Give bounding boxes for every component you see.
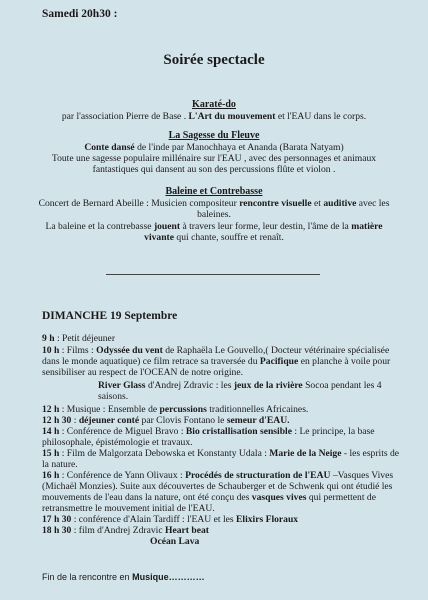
text-10h-l2-a: dans le monde aquatique) ce film retrace sa traversée du	[42, 356, 258, 367]
river-c: jeux de la rivière	[233, 380, 303, 391]
footer-bold: Musique…………	[132, 572, 205, 582]
baleine-title: Baleine et Contrebasse	[165, 186, 263, 197]
schedule-16h	[42, 470, 412, 481]
text-16h-c: –Vasques Vives	[332, 470, 394, 481]
baleine-line-4	[10, 232, 418, 243]
karate-text-1: par l'association Pierre de Base .	[61, 111, 187, 122]
text-12h30-c: par Clovis Fontano le	[141, 415, 225, 426]
time-14h: 14 h	[42, 426, 60, 437]
time-18h30: 18 h 30	[42, 525, 72, 536]
text-15h-b: Marie de la Neige	[269, 448, 342, 459]
karate-text-2: et l'EAU dans le corps.	[277, 111, 367, 122]
baleine-l4-a: vivante	[144, 232, 174, 243]
text-15h-a: : Film de Malgorzata Debowska et Konstanty Udala :	[61, 448, 267, 459]
sagesse-bold: Conte dansé	[84, 142, 135, 153]
text-12h30-a: :	[73, 415, 77, 426]
baleine-text-a: Concert de Bernard Abeille : Musicien compositeur	[38, 198, 237, 209]
schedule-17h30	[42, 514, 412, 525]
time-15h: 15 h	[42, 448, 60, 459]
river-d: Socoa pendant les 4	[305, 380, 382, 391]
text-16h-l3-c: qui permettent de	[308, 492, 376, 503]
time-9h: 9 h	[42, 333, 55, 344]
main-title: Soirée spectacle	[163, 52, 265, 68]
footer-plain: Fin de la rencontre en	[42, 572, 130, 582]
text-9h: : Petit déjeuner	[56, 333, 116, 344]
text-14h-b: Bio cristallisation sensible	[185, 426, 292, 437]
baleine-l3-a: La baleine et la contrebasse	[45, 221, 152, 232]
karate-text-bold: L'Art du mouvement	[188, 111, 276, 122]
text-18h30-b: Heart beat	[165, 525, 209, 536]
text-18h30-a: : film d'Andrej Zdravic	[73, 525, 163, 536]
sunday-heading: DIMANCHE 19 Septembre	[42, 310, 178, 322]
time-12h30: 12 h 30	[42, 415, 72, 426]
baleine-text-c: et	[313, 198, 321, 209]
ocean-lava	[150, 536, 350, 547]
schedule-16h-line-4: retransmettre le mouvement initial de l'EAU.	[42, 503, 215, 514]
text-16h-b: Procédés de structuration de l'EAU	[185, 470, 331, 481]
schedule-15h-line-2: la nature.	[42, 459, 78, 470]
time-17h30: 17 h 30	[42, 514, 72, 525]
sagesse-line-3: fantastiques qui dansent au son des percussions flûte et violon .	[92, 164, 336, 175]
baleine-line-1	[10, 198, 418, 209]
sagesse-line-1	[10, 142, 418, 153]
schedule-12h	[42, 404, 412, 415]
karate-description	[10, 111, 418, 122]
footer-text	[42, 572, 205, 582]
text-16h-l3-b: vasques vives	[251, 492, 307, 503]
schedule-10h-line-3: sensibiliser au respect de l'OCEAN de notre origine.	[42, 367, 244, 378]
text-10h-c: de Raphaëla Le Gouvello,( Docteur vétérinaire spécialisée	[165, 345, 390, 356]
section-divider	[106, 274, 320, 275]
text-14h-a: : Conférence de Miguel Bravo :	[61, 426, 184, 437]
baleine-l3-d: matière	[351, 221, 383, 232]
text-12h-a: : Musique : Ensemble de	[61, 404, 158, 415]
text-15h-c: - les esprits de	[343, 448, 400, 459]
text-10h-l2-b: Pacifique	[259, 356, 299, 367]
saturday-heading: Samedi 20h30 :	[42, 8, 118, 20]
schedule-14h	[42, 426, 412, 437]
text-14h-c: : Le principe, la base	[294, 426, 375, 437]
schedule-18h30	[42, 525, 412, 536]
baleine-l4-b: qui chante, souffre et renaît.	[176, 232, 284, 243]
time-10h: 10 h	[42, 345, 60, 356]
river-a: River Glass	[98, 380, 146, 391]
schedule-10h-line-2	[42, 356, 412, 367]
baleine-l3-c: à travers leur forme, leur destin, l'âme de la	[182, 221, 349, 232]
baleine-l3-b: jouent	[153, 221, 181, 232]
baleine-bold-b: rencontre visuelle	[239, 198, 312, 209]
baleine-text-e: avec les	[358, 198, 390, 209]
baleine-line-2: baleines.	[197, 209, 231, 220]
sagesse-text: de l'inde par Manochhaya et Ananda (Barata Natyam)	[137, 142, 344, 153]
river-b: d'Andrej Zdravic : les	[147, 380, 232, 391]
schedule-16h-line-3	[42, 492, 412, 503]
ocean-lava-title: Océan Lava	[150, 536, 200, 547]
time-12h: 12 h	[42, 404, 60, 415]
text-17h30-a: : conférence d'Alain Tardiff : l'EAU et les	[73, 514, 234, 525]
text-12h30-d: semeur d'EAU.	[226, 415, 290, 426]
schedule-16h-line-2: (Michaël Monzies). Suite aux découvertes de Schauberger et de Schwenk qui ont étudié les	[42, 481, 393, 492]
text-17h30-b: Elixirs Floraux	[236, 514, 299, 525]
river-glass-line-1	[98, 380, 413, 391]
schedule-10h	[42, 345, 412, 356]
text-12h30-b: déjeuner conté	[78, 415, 140, 426]
baleine-bold-d: auditive	[323, 198, 357, 209]
schedule-14h-line-2: philosophale, épistémologie et travaux.	[42, 437, 193, 448]
schedule-15h	[42, 448, 412, 459]
karate-title: Karaté-do	[192, 99, 236, 110]
text-10h-a: : Films :	[61, 345, 94, 356]
baleine-line-3	[10, 221, 418, 232]
text-16h-l3-a: mouvements de l'eau dans la nature, ont été conçu des	[42, 492, 250, 503]
text-10h-l2-c: en planche à voile pour	[300, 356, 391, 367]
time-16h: 16 h	[42, 470, 60, 481]
river-glass-line-2: saisons.	[98, 391, 129, 402]
schedule-12h30	[42, 415, 412, 426]
sagesse-line-2: Toute une sagesse populaire millénaire sur l'EAU , avec des personnages et animaux	[51, 153, 377, 164]
text-12h-b: percussions	[159, 404, 207, 415]
text-16h-a: : Conférence de Yann Olivaux :	[61, 470, 183, 481]
text-12h-c: traditionnelles Africaines.	[209, 404, 309, 415]
text-10h-b: Odyssée du vent	[96, 345, 163, 356]
schedule-9h	[42, 333, 412, 344]
sagesse-title: La Sagesse du Fleuve	[168, 130, 260, 141]
